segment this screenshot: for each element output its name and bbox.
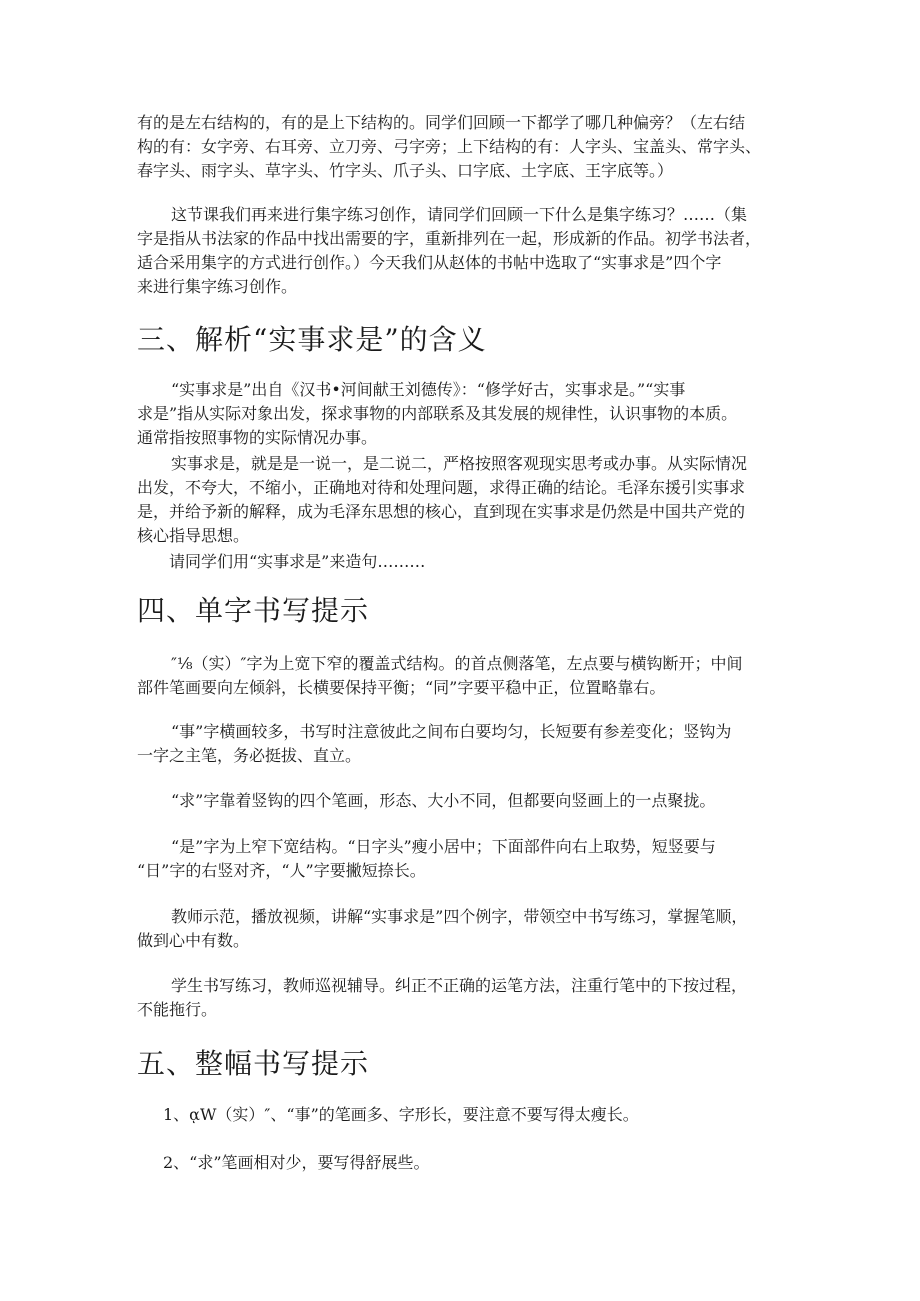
text-line: 教师示范，播放视频，讲解“实事求是”四个例字，带领空中书写练习，掌握笔顺， — [171, 907, 748, 926]
text-line: ″⅛（实）″字为上宽下窄的覆盖式结构。的首点侧落笔，左点要与横钩断开；中间 — [171, 654, 743, 673]
section-3-paragraph-2 — [137, 452, 782, 548]
text-line: 字是指从书法家的作品中找出需要的字，重新排列在一起，形成新的作品。初学书法者， — [137, 229, 762, 248]
section-5-item-1 — [137, 1103, 782, 1127]
text-line: “求”字靠着竖钩的四个笔画，形态、大小不同，但都要向竖画上的一点聚拢。 — [171, 791, 716, 810]
text-line: 是，并给予新的解释，成为毛泽东思想的核心，直到现在实事求是仍然是中国共产党的 — [137, 502, 746, 521]
section-3-paragraph-1 — [137, 378, 782, 450]
text-line: “日”字的右竖对齐，“人”字要撇短捺长。 — [137, 861, 426, 880]
text-line: 核心指导思想。 — [137, 526, 250, 545]
text-line: 2、“求”笔画相对少，要写得舒展些。 — [163, 1153, 430, 1172]
text-line: 有的是左右结构的，有的是上下结构的。同学们回顾一下都学了哪几种偏旁？（左右结 — [137, 113, 746, 132]
section-4-paragraph-2 — [137, 720, 782, 768]
text-line: 实事求是，就是是一说一，是二说二，严格按照客观现实思考或办事。从实际情况 — [171, 454, 748, 473]
collect-paragraph — [137, 203, 782, 299]
section-3-heading: 三、解析“实事求是”的含义 — [137, 323, 487, 356]
text-line: 这节课我们再来进行集字练习创作，请同学们回顾一下什么是集字练习？……（集 — [171, 205, 748, 224]
text-line: 1、ᾳW（实）″、“事”的笔画多、字形长，要注意不要写得太瘦长。 — [163, 1105, 639, 1124]
section-3-paragraph-3 — [137, 550, 782, 574]
text-line: 学生书写练习，教师巡视辅导。纠正不正确的运笔方法，注重行笔中的下按过程， — [171, 976, 748, 995]
text-line: 适合采用集字的方式进行创作。）今天我们从赵体的书帖中选取了“实事求是”四个字 — [137, 253, 722, 272]
text-line: 出发，不夸大，不缩小，正确地对待和处理问题，求得正确的结论。毛泽东援引实事求 — [137, 478, 746, 497]
text-line: 春字头、雨字头、草字头、竹字头、爪子头、口字底、土字底、王字底等。） — [137, 161, 674, 180]
text-line: 不能拖行。 — [137, 1000, 218, 1019]
section-4-paragraph-6 — [137, 974, 782, 1022]
text-line: 做到心中有数。 — [137, 931, 250, 950]
section-4-paragraph-1 — [137, 652, 782, 700]
intro-paragraph — [137, 111, 782, 183]
section-4-paragraph-4 — [137, 835, 782, 883]
text-line: “事”字横画较多，书写时注意彼此之间布白要均匀，长短要有参差变化；竖钩为 — [171, 722, 732, 741]
section-4-paragraph-5 — [137, 905, 782, 953]
text-line: “是”字为上窄下宽结构。“日字头”瘦小居中；下面部件向右上取势，短竖要与 — [171, 837, 716, 856]
section-5-heading: 五、整幅书写提示 — [137, 1047, 370, 1080]
text-line: 部件笔画要向左倾斜，长横要保持平衡；“同”字要平稳中正，位置略靠右。 — [137, 678, 666, 697]
text-line: 构的有：女字旁、右耳旁、立刀旁、弓字旁；上下结构的有：人字头、宝盖头、常字头、 — [137, 137, 762, 156]
text-line: 求是”指从实际对象出发，探求事物的内部联系及其发展的规律性，认识事物的本质。 — [137, 404, 738, 423]
section-4-paragraph-3 — [137, 789, 782, 813]
text-line: 来进行集字练习创作。 — [137, 277, 298, 296]
text-line: 通常指按照事物的实际情况办事。 — [137, 428, 378, 447]
text-line: “实事求是”出自《汉书•河间献王刘德传》：“修学好古，实事求是。”“实事 — [171, 380, 686, 399]
section-5-item-2 — [137, 1151, 782, 1175]
text-line: 一字之主笔，务必挺拔、直立。 — [137, 746, 362, 765]
section-4-heading: 四、单字书写提示 — [137, 594, 370, 627]
text-line: 请同学们用“实事求是”来造句……… — [169, 552, 426, 571]
